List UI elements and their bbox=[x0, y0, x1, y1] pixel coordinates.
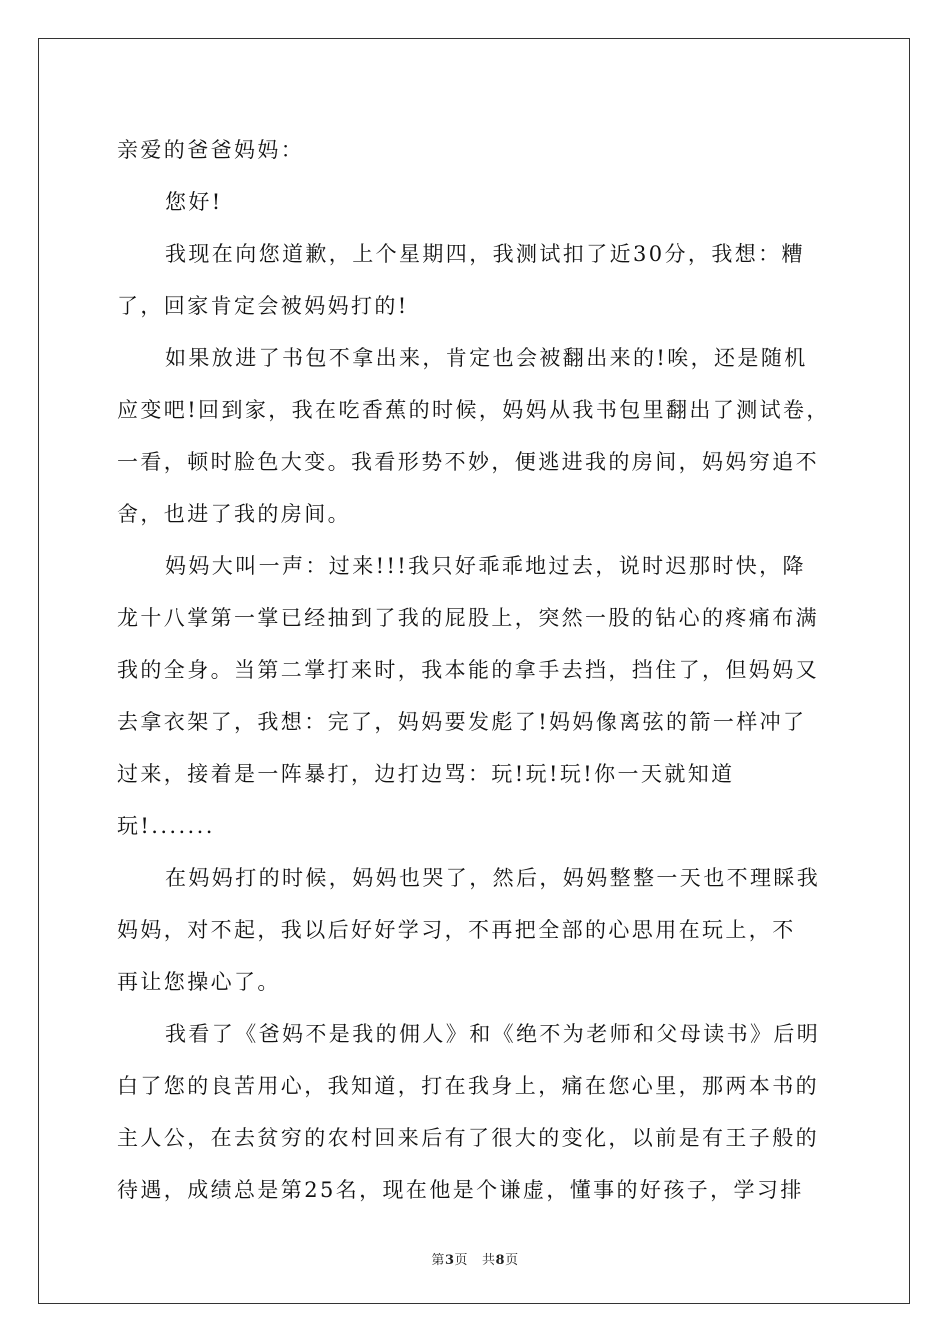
letter-line: 在妈妈打的时候，妈妈也哭了，然后，妈妈整整一天也不理睬我 bbox=[165, 866, 821, 890]
letter-line: 待遇，成绩总是第25名，现在他是个谦虚，懂事的好孩子，学习排 bbox=[117, 1178, 804, 1202]
letter-line: 龙十八掌第一掌已经抽到了我的屁股上，突然一股的钻心的疼痛布满 bbox=[117, 606, 819, 630]
letter-line: 白了您的良苦用心，我知道，打在我身上，痛在您心里，那两本书的 bbox=[117, 1074, 819, 1098]
page-number: 3 bbox=[444, 1253, 455, 1268]
letter-line: 主人公，在去贫穷的农村回来后有了很大的变化，以前是有王子般的 bbox=[117, 1126, 819, 1150]
letter-line: 一看，顿时脸色大变。我看形势不妙，便逃进我的房间，妈妈穷追不 bbox=[117, 450, 819, 474]
letter-line: 去拿衣架了，我想：完了，妈妈要发彪了!妈妈像离弦的箭一样冲了 bbox=[117, 710, 807, 734]
letter-line: 妈妈大叫一声：过来!!!我只好乖乖地过去，说时迟那时快，降 bbox=[165, 554, 806, 578]
letter-greeting: 亲爱的爸爸妈妈： bbox=[117, 138, 305, 162]
letter-line: 舍，也进了我的房间。 bbox=[117, 502, 351, 526]
letter-line: 玩!....... bbox=[117, 814, 215, 838]
total-label-suffix: 页 bbox=[505, 1253, 519, 1268]
letter-body bbox=[117, 124, 837, 1216]
letter-line: 如果放进了书包不拿出来，肯定也会被翻出来的!唉，还是随机 bbox=[165, 346, 808, 370]
letter-line: 了，回家肯定会被妈妈打的! bbox=[117, 294, 409, 318]
letter-line: 妈妈，对不起，我以后好好学习，不再把全部的心思用在玩上，不 bbox=[117, 918, 796, 942]
page-label-prefix: 第 bbox=[431, 1253, 445, 1268]
letter-line: 我现在向您道歉，上个星期四，我测试扣了近30分，我想：糟 bbox=[165, 242, 805, 266]
letter-line: 我看了《爸妈不是我的佣人》和《绝不为老师和父母读书》后明 bbox=[165, 1022, 821, 1046]
total-label-prefix: 共 bbox=[482, 1253, 496, 1268]
page-footer bbox=[0, 1249, 950, 1268]
letter-line: 您好! bbox=[165, 190, 223, 214]
page-label-suffix: 页 bbox=[454, 1253, 468, 1268]
letter-line: 应变吧!回到家，我在吃香蕉的时候，妈妈从我书包里翻出了测试卷， bbox=[117, 398, 830, 422]
letter-line: 我的全身。当第二掌打来时，我本能的拿手去挡，挡住了，但妈妈又 bbox=[117, 658, 819, 682]
page-total: 8 bbox=[495, 1253, 506, 1268]
letter-line: 再让您操心了。 bbox=[117, 970, 281, 994]
letter-line: 过来，接着是一阵暴打，边打边骂：玩!玩!玩!你一天就知道 bbox=[117, 762, 735, 786]
